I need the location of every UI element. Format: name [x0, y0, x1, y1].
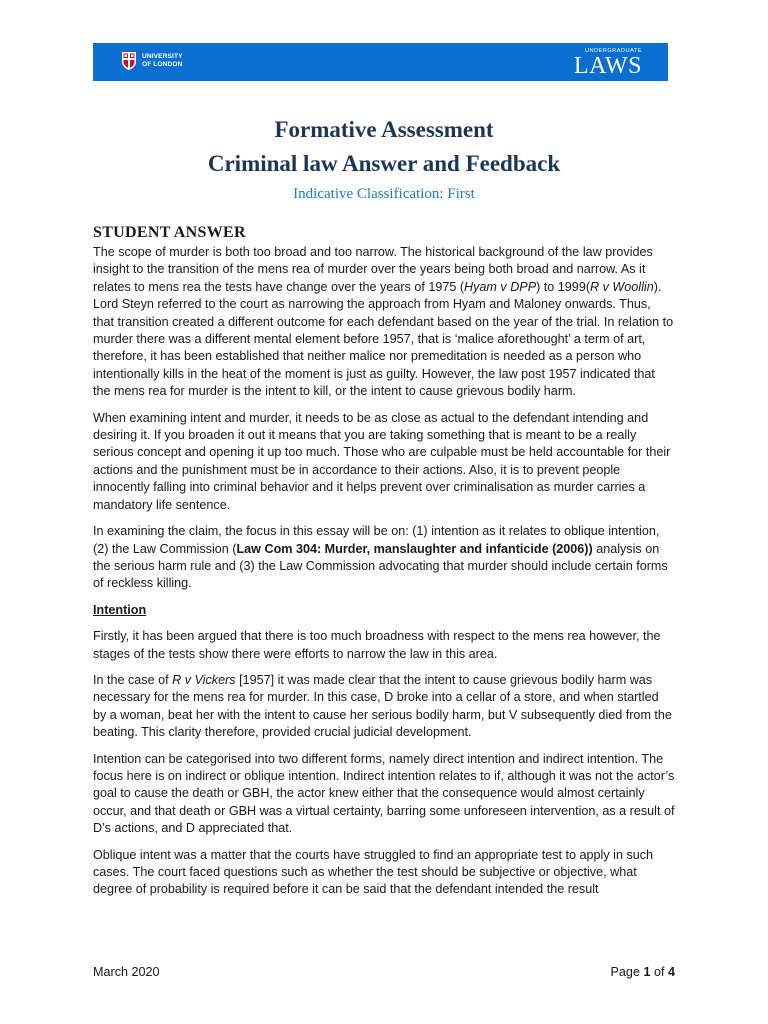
law-commission-citation: Law Com 304: Murder, manslaughter and infanticide (2006)): [236, 541, 593, 556]
paragraph-2: When examining intent and murder, it needs to be as close as actual to the defendant intending and desiring it. If you broaden it out it means that you are taking something that is meant to be a really serious concept and opening it up too much. Those who are culpable must be held accountable for their actions and the punishment must be in accordance to their actions. Also, it is to prevent people innocently falling into criminal behavior and it helps prevent over criminalisation as murder carries a mandatory life sentence.: [93, 410, 671, 512]
university-line-2: OF LONDON: [142, 61, 183, 68]
paragraph-5: [93, 672, 675, 742]
laws-logo-small-text: UNDERGRADUATE: [584, 48, 642, 54]
paragraph-6: Intention can be categorised into two different forms, namely direct intention and indirect intention. The focus here is on indirect or oblique intention. Indirect intention relates to if, although it was not the actor’s goal to cause the death or GBH, the actor knew either that the consequence would almost certainly occur, and that death or GBH was a virtual certainty, barring some unforeseen intervention, as a result of D’s actions, and D appreciated that.: [93, 751, 675, 836]
page-number: [611, 965, 675, 979]
paragraph-1-text-a: The scope of murder is both too broad and too narrow. The historical background of the law provides insight to the transition of the mens rea of murder over the years being both broad and narrow. As it relates to mens rea the tests have change over the years of 1975 (: [93, 245, 653, 294]
case-citation-vickers: R v Vickers: [172, 672, 236, 687]
case-citation-hyam: Hyam v DPP: [464, 279, 537, 294]
footer-date: March 2020: [93, 965, 160, 979]
paragraph-5-text-a: In the case of: [93, 672, 173, 687]
paragraph-5-text-b: [1957] it was made clear that the intent to cause grievous bodily harm was necessary for the mens rea for murder. In this case, D broke into a cellar of a store, and when startled by a woman, beat her with the intent to cause her serious bodily harm, but V subsequently died from the beating. This clarity therefore, provided crucial judicial development.: [93, 672, 672, 740]
page-total: 4: [667, 965, 675, 979]
intention-heading: Intention: [93, 602, 147, 617]
paragraph-1-text-c: ). Lord Steyn referred to the court as narrowing the approach from Hyam and Maloney onwards. Thus, that transition created a different outcome for each defendant based on the year of the trial. In relation to murder there was a different mental element before 1957, that is ‘malice aforethought’ a term of art, therefore, it has been established that neither malice nor premeditation is needed as a person who intentionally kills in the heat of the moment is just as guilty. However, the law post 1957 indicated that the mens rea for murder is the intent to kill, or the intent to cause grievous bodily harm.: [93, 279, 674, 399]
document-title-block: [0, 113, 768, 205]
case-citation-woollin: R v Woollin: [590, 279, 654, 294]
university-name: [142, 53, 183, 68]
document-body: [93, 222, 675, 908]
paragraph-3-text-a: In examining the claim, the focus in this essay will be on: (1) intention as it relates to oblique intention, (2) the Law Commission (: [93, 524, 660, 556]
laws-logo-large-text: LAWS: [573, 53, 642, 79]
title-line-2: Criminal law Answer and Feedback: [207, 151, 561, 176]
page-current: 1: [643, 965, 651, 979]
paragraph-1-text-b: ) to 1999(: [536, 279, 591, 294]
paragraph-4: Firstly, it has been argued that there is too much broadness with respect to the mens rea however, the stages of the tests show there were efforts to narrow the law in this area.: [93, 629, 661, 661]
page-footer: [93, 965, 675, 979]
page-prefix: Page: [610, 965, 644, 979]
university-crest-icon: [121, 51, 137, 71]
paragraph-3: [93, 523, 675, 593]
paragraph-3-text-b: analysis on the serious harm rule and (3) the Law Commission advocating that murder should include certain forms of reckless killing.: [93, 541, 668, 591]
page-of: of: [650, 965, 668, 979]
title-line-1: Formative Assessment: [274, 117, 494, 142]
student-answer-heading: STUDENT ANSWER: [93, 224, 246, 241]
paragraph-7: Oblique intent was a matter that the courts have struggled to find an appropriate test to apply in such cases. The court faced questions such as whether the test should be subjective or objective, what degree of probability is required before it can be said that the defendant intended the result: [93, 847, 654, 897]
university-line-1: UNIVERSITY: [142, 53, 183, 61]
classification-subtitle: Indicative Classification: First: [293, 186, 475, 202]
undergraduate-laws-logo: [574, 48, 642, 77]
header-banner: [93, 43, 668, 81]
university-of-london-logo: [121, 51, 183, 71]
paragraph-1: [93, 244, 675, 401]
